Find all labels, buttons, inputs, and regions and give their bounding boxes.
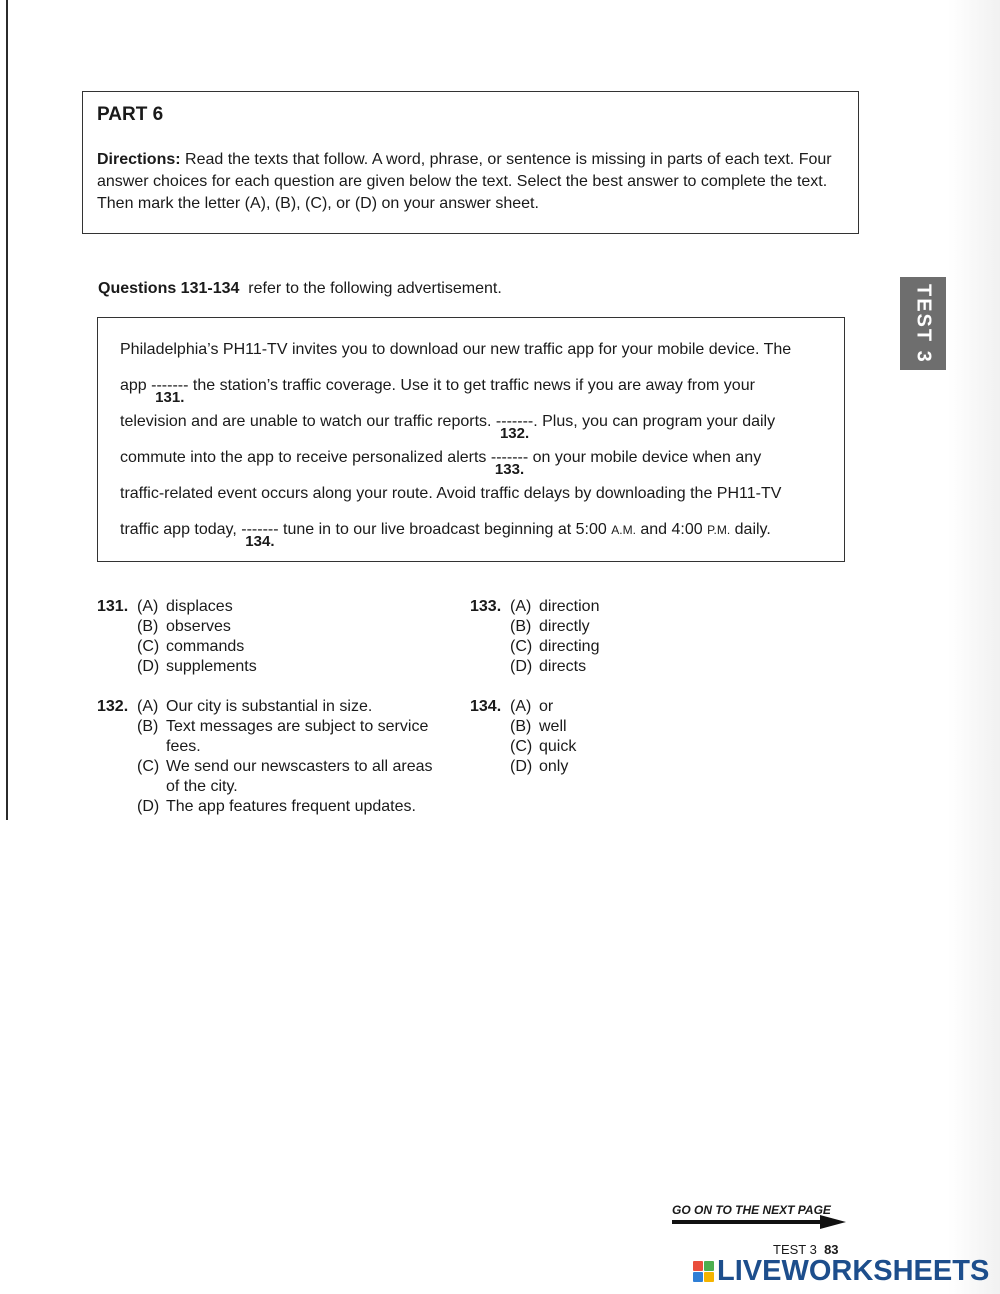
option-text: directs <box>539 658 587 675</box>
question-131 <box>97 597 446 677</box>
blank-dashes: ------- <box>241 521 279 538</box>
ad-line-1: Philadelphia’s PH11-TV invites you to download our new traffic app for your mobile device. The <box>120 341 792 358</box>
answers-left-column <box>97 597 446 837</box>
blank-number: 131. <box>155 389 185 406</box>
option-letter: (D) <box>510 758 533 775</box>
option-letter: (C) <box>510 638 533 655</box>
option-letter: (C) <box>510 738 533 755</box>
answer-option[interactable] <box>510 757 819 777</box>
option-letter: (B) <box>137 718 159 735</box>
page-number-value: 83 <box>824 1242 839 1257</box>
option-letter: (B) <box>510 718 532 735</box>
answer-option[interactable] <box>137 757 446 797</box>
option-text: quick <box>539 738 577 755</box>
liveworksheets-logo <box>693 1255 989 1288</box>
option-text: Our city is substantial in size. <box>166 698 373 715</box>
ad-text: television and are unable to watch our traffic reports. <box>120 413 496 430</box>
answer-option[interactable] <box>137 597 446 617</box>
ad-text: app <box>120 377 152 394</box>
option-letter: (A) <box>510 598 532 615</box>
logo-square <box>704 1261 714 1271</box>
option-letter: (D) <box>510 658 533 675</box>
next-page-label: GO ON TO THE NEXT PAGE <box>672 1203 831 1217</box>
logo-text: LIVEWORKSHEETS <box>717 1255 990 1287</box>
ad-text: . Plus, you can program your daily <box>533 413 776 430</box>
question-number: 133. <box>470 598 502 615</box>
test-side-tab <box>900 277 946 370</box>
option-text: only <box>539 758 569 775</box>
questions-range: Questions 131-134 <box>98 280 240 297</box>
blank-134[interactable] <box>241 518 279 550</box>
blank-number: 132. <box>499 425 530 442</box>
answer-option[interactable] <box>137 717 446 757</box>
test-side-tab-label: TEST 3 <box>912 283 935 364</box>
ad-text: and 4:00 <box>635 521 708 538</box>
option-letter: (C) <box>137 638 160 655</box>
directions-body: Read the texts that follow. A word, phrase, or sentence is missing in parts of each text. Four answer choices for each question are given below the text. Select the best answer to complete the text. Then mark the letter (A), (B), (C), or (D) on your answer sheet. <box>97 151 832 212</box>
question-number: 134. <box>470 698 502 715</box>
blank-number: 133. <box>494 461 525 478</box>
answer-option[interactable] <box>137 657 446 677</box>
page-test-label: TEST 3 <box>773 1242 817 1257</box>
am-label: A.M. <box>611 523 636 537</box>
logo-grid-icon <box>693 1261 714 1282</box>
answer-option[interactable] <box>510 617 819 637</box>
blank-132[interactable] <box>495 410 534 442</box>
answers-right-column <box>470 597 819 797</box>
ad-text: daily. <box>730 521 771 538</box>
ad-text: on your mobile device when any <box>528 449 762 466</box>
page-binding-line <box>6 0 8 820</box>
blank-number: 134. <box>245 533 275 550</box>
question-number: 132. <box>97 698 129 715</box>
blank-dashes: ------- <box>151 377 189 394</box>
questions-intro <box>98 280 502 298</box>
option-letter: (D) <box>137 798 160 815</box>
answer-option[interactable] <box>137 697 446 717</box>
answer-option[interactable] <box>510 597 819 617</box>
ad-text: the station’s traffic coverage. Use it to get traffic news if you are away from your <box>188 377 755 394</box>
option-text: displaces <box>166 598 233 615</box>
ad-text: tune in to our live broadcast beginning at 5:00 <box>278 521 612 538</box>
blank-133[interactable] <box>490 446 529 478</box>
arrow-right-icon <box>672 1214 847 1230</box>
option-text: Text messages are subject to service fees. <box>166 718 429 755</box>
option-letter: (C) <box>137 758 160 775</box>
pm-label: P.M. <box>707 523 731 537</box>
option-text: commands <box>166 638 245 655</box>
option-letter: (D) <box>137 658 160 675</box>
answer-option[interactable] <box>510 737 819 757</box>
blank-131[interactable] <box>151 374 189 406</box>
answer-option[interactable] <box>137 617 446 637</box>
ad-line-6 <box>120 518 830 554</box>
option-text: directly <box>539 618 590 635</box>
directions-box <box>82 91 859 234</box>
ad-line-4 <box>120 446 830 482</box>
logo-square <box>693 1272 703 1282</box>
option-letter: (B) <box>510 618 532 635</box>
answer-option[interactable] <box>137 797 446 817</box>
ad-text: commute into the app to receive personalized alerts <box>120 449 491 466</box>
option-text: directing <box>539 638 600 655</box>
question-134 <box>470 697 819 777</box>
blank-dashes: ------- <box>490 449 529 466</box>
option-letter: (A) <box>510 698 532 715</box>
ad-line-5: traffic-related event occurs along your route. Avoid traffic delays by downloading the PH11-TV <box>120 485 782 502</box>
logo-square <box>693 1261 703 1271</box>
directions-label: Directions: <box>97 151 181 168</box>
question-number: 131. <box>97 598 129 615</box>
answer-option[interactable] <box>510 657 819 677</box>
question-132 <box>97 697 446 817</box>
option-text: The app features frequent updates. <box>166 798 416 815</box>
answer-option[interactable] <box>510 637 819 657</box>
questions-intro-text: refer to the following advertisement. <box>248 280 502 297</box>
advertisement-box <box>97 317 845 562</box>
question-133 <box>470 597 819 677</box>
blank-dashes: ------- <box>495 413 534 430</box>
option-letter: (A) <box>137 598 159 615</box>
option-text: or <box>539 698 554 715</box>
logo-square <box>704 1272 714 1282</box>
option-text: observes <box>166 618 231 635</box>
option-letter: (A) <box>137 698 159 715</box>
ad-text: traffic app today, <box>120 521 242 538</box>
part-title: PART 6 <box>97 104 164 125</box>
option-text: well <box>539 718 567 735</box>
option-text: We send our newscasters to all areas of the city. <box>166 758 433 795</box>
directions-text <box>97 149 844 215</box>
answer-option[interactable] <box>510 697 819 717</box>
ad-line-2 <box>120 374 830 410</box>
answer-option[interactable] <box>137 637 446 657</box>
option-letter: (B) <box>137 618 159 635</box>
ad-line-3 <box>120 410 830 446</box>
page-edge-shadow <box>948 0 1000 1294</box>
option-text: supplements <box>166 658 257 675</box>
option-text: direction <box>539 598 600 615</box>
answer-option[interactable] <box>510 717 819 737</box>
